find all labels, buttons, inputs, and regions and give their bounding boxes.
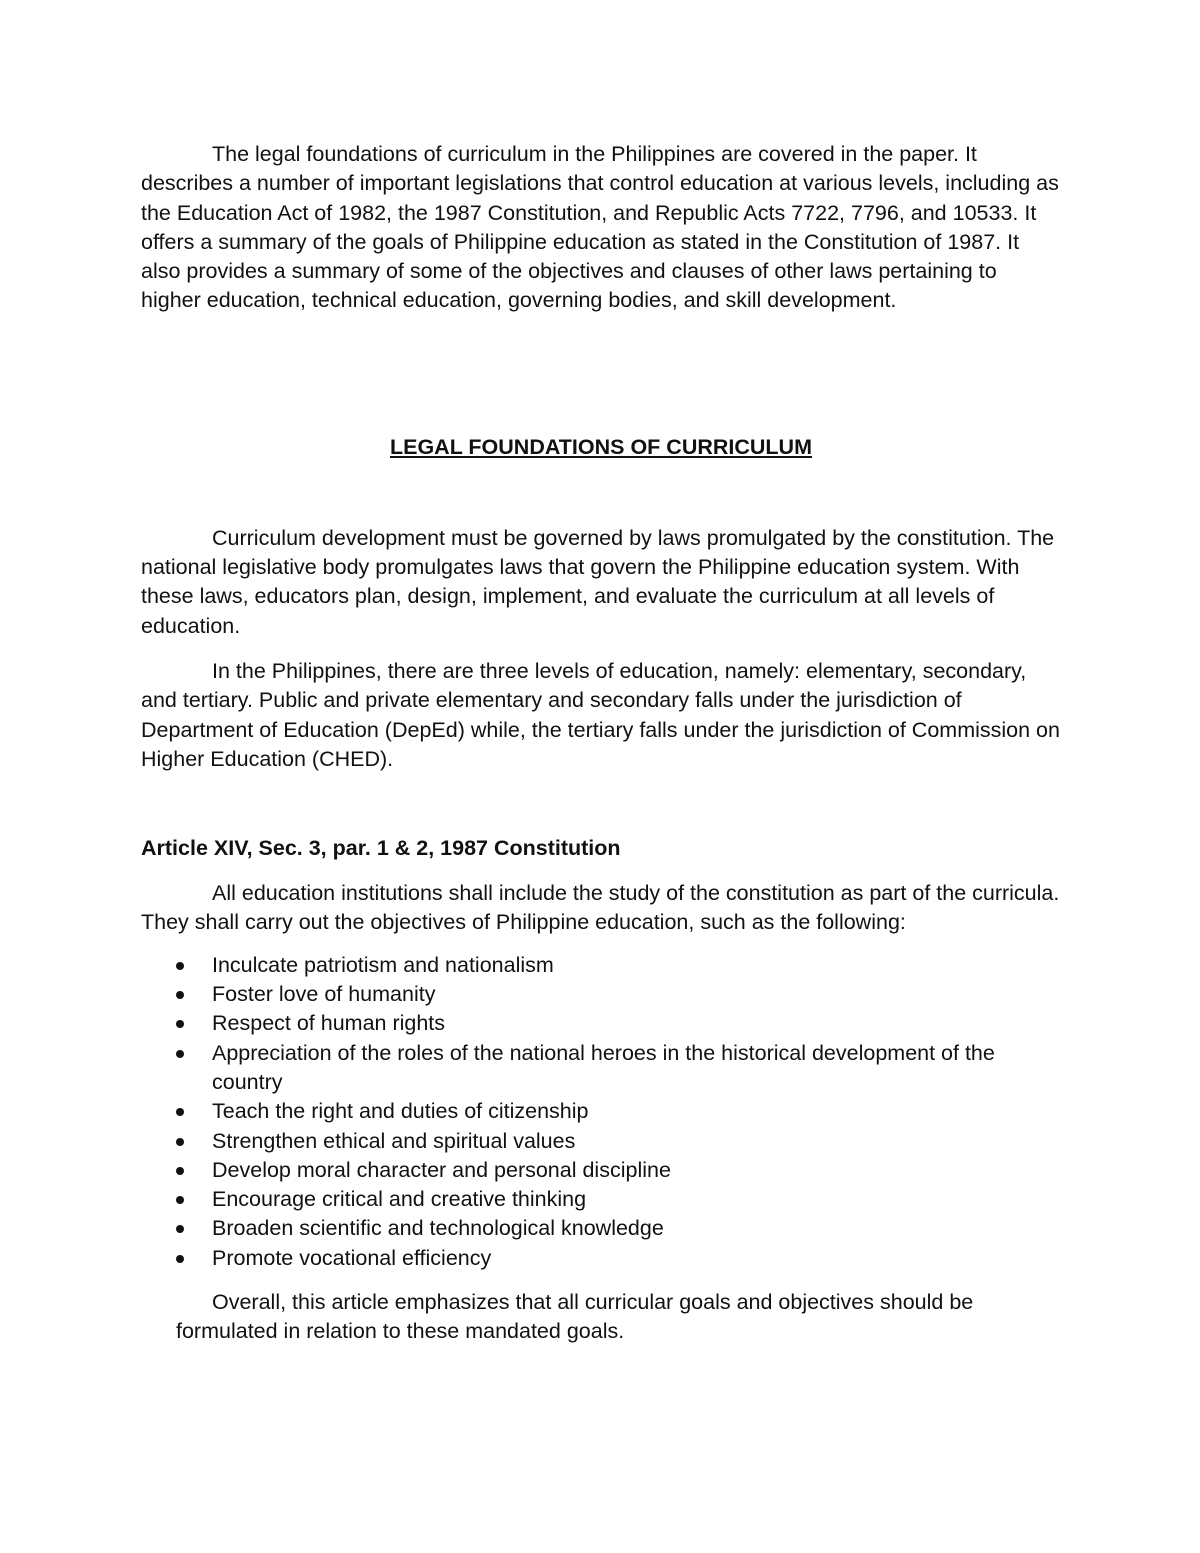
bullet-icon <box>176 1167 184 1175</box>
list-item <box>141 1097 1061 1126</box>
list-item-text: Respect of human rights <box>212 1011 446 1036</box>
section-heading: Article XIV, Sec. 3, par. 1 & 2, 1987 Constitution <box>141 836 621 861</box>
bullet-icon <box>176 1196 184 1204</box>
list-item-text: Inculcate patriotism and nationalism <box>212 952 554 977</box>
intro-paragraph: The legal foundations of curriculum in the Philippines are covered in the paper. It describes a number of important legislations that control education at various levels, including as the Education Act of 1982, the 1987 Constitution, and Republic Acts 7722, 7796, and 10533. It offers a summary of the goals of Philippine education as stated in the Constitution of 1987. It also provides a summary of some of the objectives and clauses of other laws pertaining to higher education, technical education, governing bodies, and skill development. <box>141 142 1059 313</box>
list-item <box>141 980 1061 1009</box>
list-item <box>141 1127 1061 1156</box>
list-item <box>141 1214 1061 1243</box>
bullet-icon <box>176 1020 184 1028</box>
list-item-text: Teach the right and duties of citizenship <box>212 1099 589 1124</box>
list-item <box>141 1009 1061 1038</box>
list-item-text: Broaden scientific and technological knowledge <box>212 1216 664 1241</box>
bullet-icon <box>176 1255 184 1263</box>
list-item <box>141 1039 1061 1098</box>
list-item <box>141 1185 1061 1214</box>
paragraph-levels-of-education: In the Philippines, there are three levels of education, namely: elementary, secondary, and tertiary. Public and private elementary and secondary falls under the jurisdiction of Department of Education (DepEd) while, the tertiary falls under the jurisdiction of Commission on Higher Education (CHED). <box>141 658 1060 771</box>
bullet-icon <box>176 991 184 999</box>
bullet-icon <box>176 1225 184 1233</box>
list-item <box>141 1244 1061 1273</box>
main-heading: LEGAL FOUNDATIONS OF CURRICULUM <box>389 434 812 459</box>
bullet-icon <box>176 1138 184 1146</box>
goals-list <box>141 951 1061 1273</box>
list-item-text: Appreciation of the roles of the national heroes in the historical development of the country <box>212 1040 995 1094</box>
bullet-icon <box>176 1050 184 1058</box>
paragraph-curriculum-development: Curriculum development must be governed by laws promulgated by the constitution. The national legislative body promulgates laws that govern the Philippine education system. With these laws, educators plan, design, implement, and evaluate the curriculum at all levels of education. <box>141 525 1055 638</box>
section-lead-paragraph: All education institutions shall include the study of the constitution as part of the curricula. They shall carry out the objectives of Philippine education, such as the following: <box>141 881 1060 935</box>
conclusion-paragraph: Overall, this article emphasizes that all curricular goals and objectives should be formulated in relation to these mandated goals. <box>176 1290 974 1344</box>
bullet-icon <box>176 1108 184 1116</box>
document-body <box>141 140 1061 1347</box>
list-item-text: Promote vocational efficiency <box>212 1245 492 1270</box>
list-item-text: Develop moral character and personal discipline <box>212 1157 671 1182</box>
bullet-icon <box>176 962 184 970</box>
list-item-text: Foster love of humanity <box>212 982 436 1007</box>
list-item <box>141 1156 1061 1185</box>
list-item-text: Encourage critical and creative thinking <box>212 1187 587 1212</box>
list-item-text: Strengthen ethical and spiritual values <box>212 1128 576 1153</box>
list-item <box>141 951 1061 980</box>
